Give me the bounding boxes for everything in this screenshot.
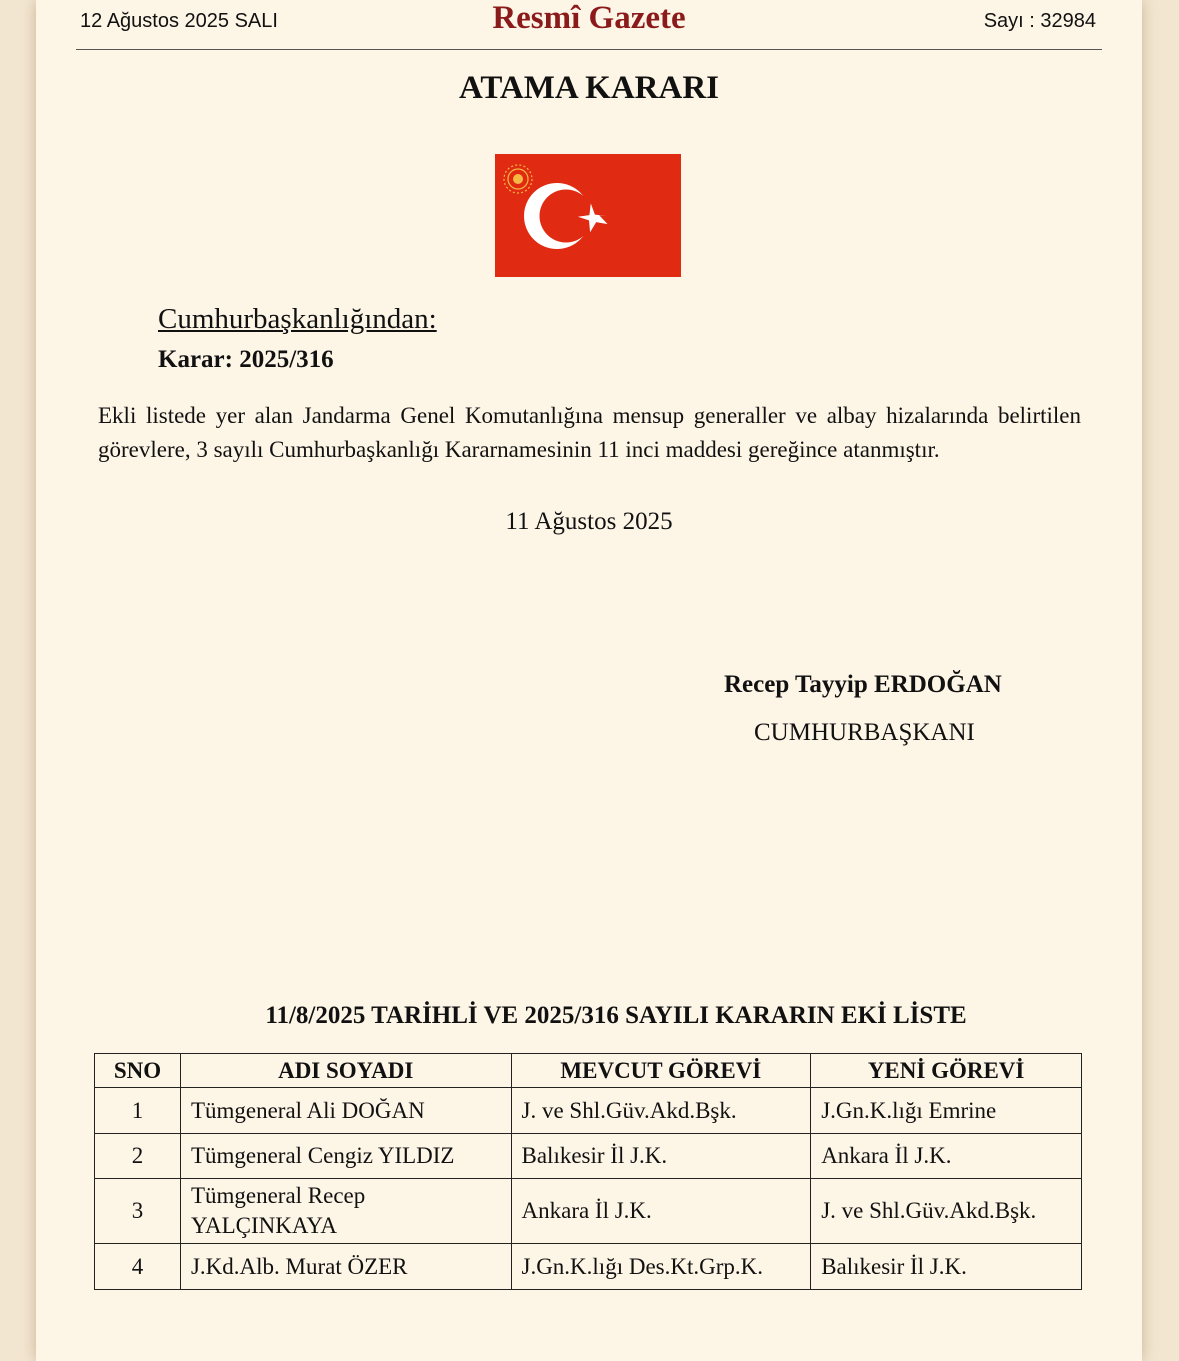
table-row xyxy=(95,1088,1082,1134)
column-header-current-duty: MEVCUT GÖREVİ xyxy=(511,1054,811,1088)
cell-sno: 2 xyxy=(95,1134,181,1179)
cell-current-duty: J.Gn.K.lığı Des.Kt.Grp.K. xyxy=(511,1244,811,1290)
cell-sno: 1 xyxy=(95,1088,181,1134)
decision-body: Ekli listede yer alan Jandarma Genel Komutanlığına mensup generaller ve albay hizalarında belirtilen görevlere, 3 sayılı Cumhurbaşkanlığı Kararnamesinin 11 inci maddesi gereğince atanmıştır. xyxy=(98,403,1081,462)
decision-date: 11 Ağustos 2025 xyxy=(505,508,673,535)
cell-new-duty: J.Gn.K.lığı Emrine xyxy=(811,1088,1082,1134)
cell-new-duty: Ankara İl J.K. xyxy=(811,1134,1082,1179)
issue-number: Sayı : 32984 xyxy=(983,10,1096,32)
cell-new-duty: Balıkesir İl J.K. xyxy=(811,1244,1082,1290)
table-row xyxy=(95,1134,1082,1179)
table-header-row xyxy=(95,1054,1082,1088)
issue-date: 12 Ağustos 2025 SALI xyxy=(80,10,278,32)
signatory-title: CUMHURBAŞKANI xyxy=(754,719,975,746)
gazette-page xyxy=(36,0,1142,1361)
cell-current-duty: Balıkesir İl J.K. xyxy=(511,1134,811,1179)
cell-current-duty: J. ve Shl.Güv.Akd.Bşk. xyxy=(511,1088,811,1134)
issuing-authority: Cumhurbaşkanlığından: xyxy=(158,303,437,335)
appointment-table xyxy=(94,1053,1082,1290)
turkish-flag-icon xyxy=(495,154,681,277)
cell-sno: 3 xyxy=(95,1179,181,1244)
gazette-header xyxy=(76,0,1102,50)
cell-name: J.Kd.Alb. Murat ÖZER xyxy=(180,1244,511,1290)
document-title: ATAMA KARARI xyxy=(458,70,720,106)
annex-title: 11/8/2025 TARİHLİ VE 2025/316 SAYILI KARARIN EKİ LİSTE xyxy=(265,1002,967,1029)
cell-name: Tümgeneral Cengiz YILDIZ xyxy=(180,1134,511,1179)
gazette-title: Resmî Gazete xyxy=(492,0,686,36)
table-row xyxy=(95,1179,1082,1244)
decision-number: Karar: 2025/316 xyxy=(158,346,334,373)
signatory-name: Recep Tayyip ERDOĞAN xyxy=(724,671,1002,698)
cell-current-duty: Ankara İl J.K. xyxy=(511,1179,811,1244)
cell-name: Tümgeneral Recep YALÇINKAYA xyxy=(180,1179,511,1244)
column-header-new-duty: YENİ GÖREVİ xyxy=(811,1054,1082,1088)
column-header-sno: SNO xyxy=(95,1054,181,1088)
column-header-name: ADI SOYADI xyxy=(180,1054,511,1088)
cell-sno: 4 xyxy=(95,1244,181,1290)
cell-new-duty: J. ve Shl.Güv.Akd.Bşk. xyxy=(811,1179,1082,1244)
cell-name: Tümgeneral Ali DOĞAN xyxy=(180,1088,511,1134)
table-row xyxy=(95,1244,1082,1290)
